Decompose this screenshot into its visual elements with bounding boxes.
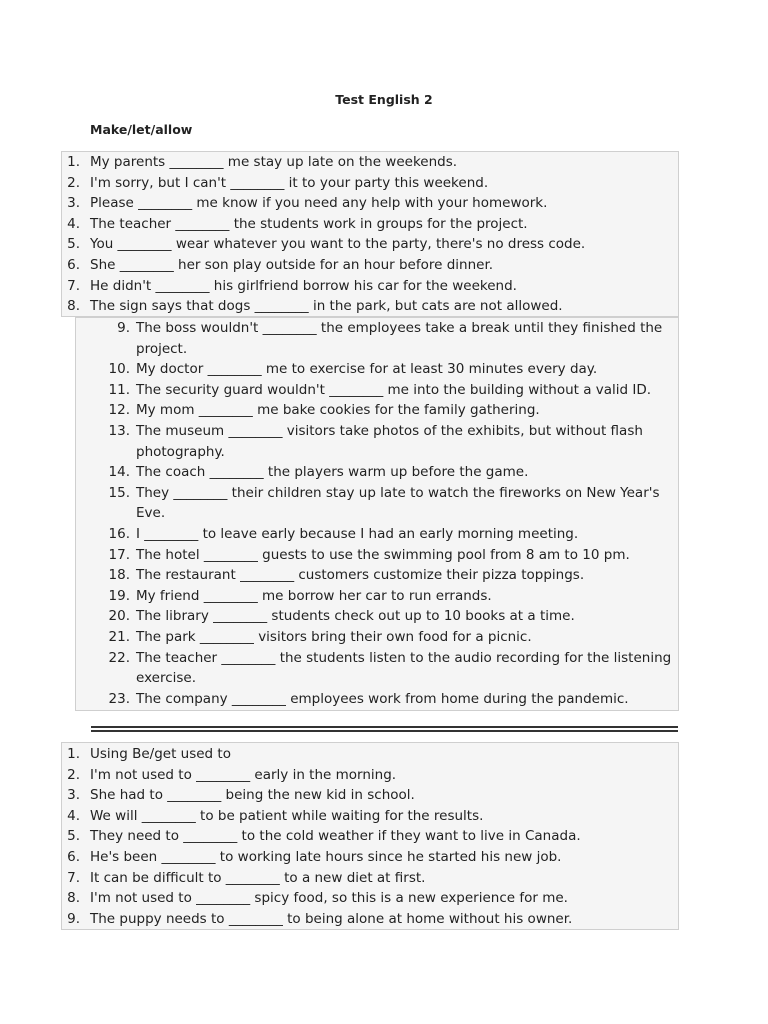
item-number: 22. <box>108 649 130 666</box>
item-number: 6. <box>67 849 80 865</box>
item-number: 2. <box>67 174 80 191</box>
item-number: 21. <box>108 629 130 645</box>
item-number: 11. <box>108 381 130 398</box>
item-text: It can be difficult to ________ to a new diet at first. <box>90 869 426 886</box>
document-title: Test English 2 <box>335 92 433 107</box>
item-number: 17. <box>108 546 130 563</box>
double-rule-bottom <box>91 730 678 732</box>
item-text: The puppy needs to ________ to being alone at home without his owner. <box>90 910 573 927</box>
item-text: photography. <box>136 443 225 460</box>
item-number: 12. <box>108 402 130 419</box>
item-text: They need to ________ to the cold weather if they want to live in Canada. <box>90 828 581 845</box>
item-text: He didn't ________ his girlfriend borrow his car for the weekend. <box>90 277 517 294</box>
item-text: The coach ________ the players warm up before the game. <box>136 464 529 481</box>
item-number: 5. <box>67 236 80 253</box>
item-number: 3. <box>67 195 80 212</box>
item-text: Using Be/get used to <box>90 746 231 762</box>
item-number: 9. <box>67 910 80 927</box>
item-number: 7. <box>67 277 80 294</box>
exercise-box-1 <box>61 151 679 317</box>
item-number: 18. <box>108 567 130 584</box>
item-text: The boss wouldn't ________ the employees take a break until they finished the <box>136 320 663 336</box>
item-text: You ________ wear whatever you want to the party, there's no dress code. <box>90 236 586 253</box>
item-number: 19. <box>108 587 130 604</box>
item-text: My parents ________ me stay up late on the weekends. <box>90 154 458 170</box>
item-number: 20. <box>108 608 130 625</box>
exercise-box-2 <box>75 317 679 711</box>
item-text: The security guard wouldn't ________ me into the building without a valid ID. <box>136 381 652 398</box>
item-text: I ________ to leave early because I had an early morning meeting. <box>136 526 579 542</box>
item-text: Please ________ me know if you need any help with your homework. <box>90 195 548 212</box>
item-text: The museum ________ visitors take photos of the exhibits, but without flash <box>136 423 643 439</box>
item-text: The library ________ students check out up to 10 books at a time. <box>136 608 575 625</box>
item-number: 3. <box>67 787 80 804</box>
item-number: 8. <box>67 890 80 907</box>
item-text: I'm sorry, but I can't ________ it to your party this weekend. <box>90 174 489 191</box>
item-text: We will ________ to be patient while waiting for the results. <box>90 807 484 824</box>
item-text: I'm not used to ________ early in the morning. <box>90 766 397 783</box>
item-text: The park ________ visitors bring their own food for a picnic. <box>136 629 532 645</box>
item-text: She ________ her son play outside for an hour before dinner. <box>90 257 494 273</box>
item-number: 1. <box>67 154 80 170</box>
item-number: 16. <box>108 526 130 542</box>
item-number: 8. <box>67 298 80 315</box>
item-number: 13. <box>108 423 130 439</box>
item-number: 23. <box>108 690 130 707</box>
item-number: 14. <box>108 464 130 481</box>
item-text: Eve. <box>136 505 166 522</box>
item-text: project. <box>136 340 188 357</box>
item-text: The company ________ employees work from home during the pandemic. <box>136 690 629 707</box>
item-number: 10. <box>108 361 130 378</box>
item-number: 2. <box>67 766 80 783</box>
item-text: He's been ________ to working late hours since he started his new job. <box>90 849 562 865</box>
item-text: My friend ________ me borrow her car to run errands. <box>136 587 492 604</box>
section-heading: Make/let/allow <box>90 122 193 137</box>
item-text: They ________ their children stay up late to watch the fireworks on New Year's <box>136 484 660 501</box>
exercise-box-3 <box>61 742 679 930</box>
item-number: 15. <box>108 484 130 501</box>
item-number: 4. <box>67 807 80 824</box>
item-number: 7. <box>67 869 80 886</box>
item-number: 4. <box>67 215 80 232</box>
item-text: The teacher ________ the students listen to the audio recording for the listening <box>136 649 672 666</box>
item-text: I'm not used to ________ spicy food, so this is a new experience for me. <box>90 890 568 907</box>
item-text: The restaurant ________ customers customize their pizza toppings. <box>136 567 585 584</box>
item-number: 5. <box>67 828 80 845</box>
item-text: My mom ________ me bake cookies for the family gathering. <box>136 402 540 419</box>
item-text: The teacher ________ the students work in groups for the project. <box>90 215 528 232</box>
item-text: She had to ________ being the new kid in school. <box>90 787 415 804</box>
item-text: exercise. <box>136 670 197 687</box>
item-number: 9. <box>117 320 130 336</box>
double-rule-top <box>91 726 678 728</box>
item-text: My doctor ________ me to exercise for at least 30 minutes every day. <box>136 361 598 378</box>
item-number: 1. <box>67 746 80 762</box>
item-text: The sign says that dogs ________ in the park, but cats are not allowed. <box>90 298 563 315</box>
item-number: 6. <box>67 257 80 273</box>
item-text: The hotel ________ guests to use the swimming pool from 8 am to 10 pm. <box>136 546 630 563</box>
